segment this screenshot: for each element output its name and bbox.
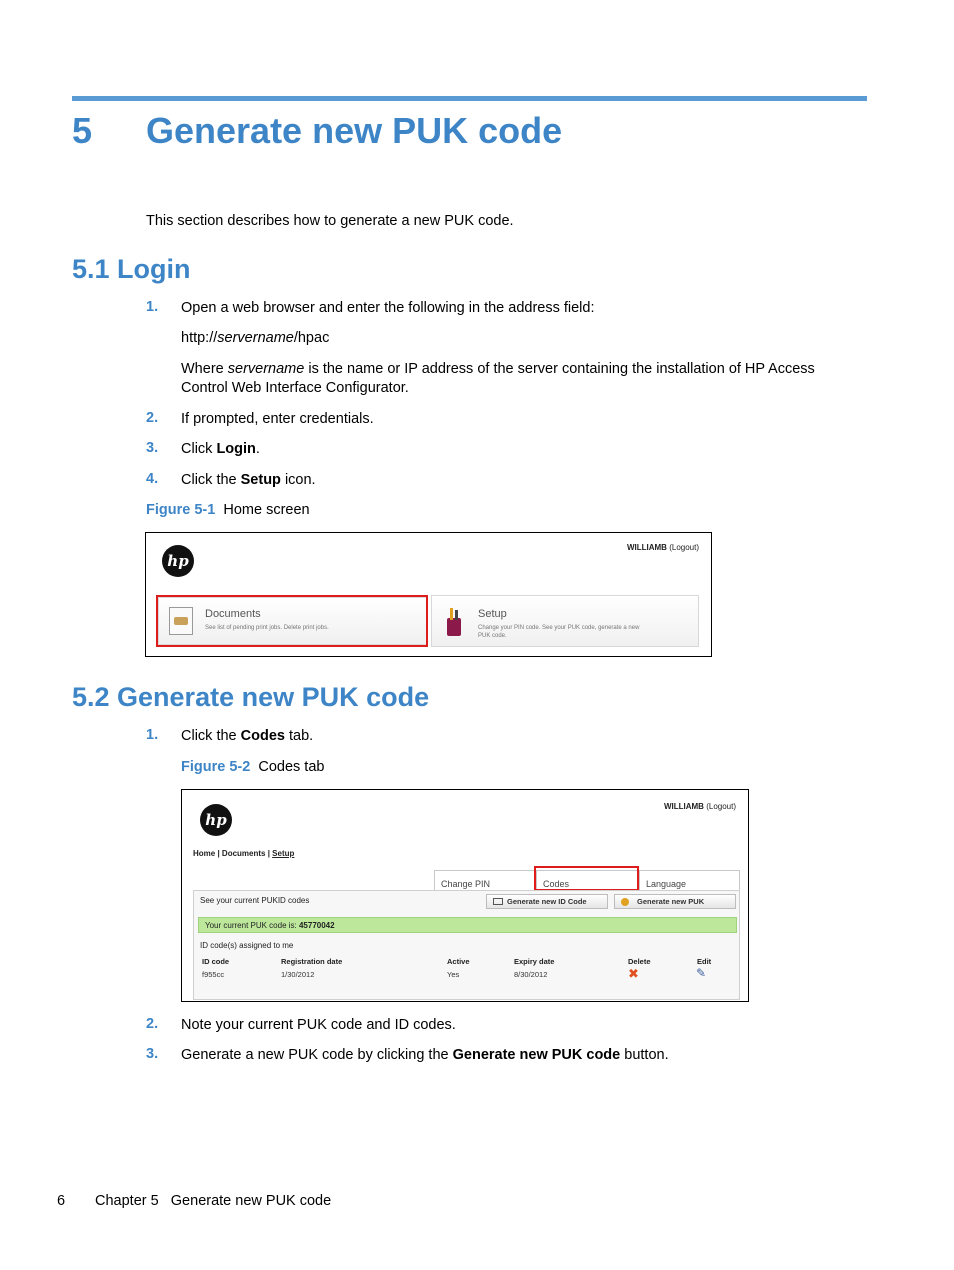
step-number: 3. <box>146 440 159 456</box>
codes-panel <box>193 890 740 1000</box>
table-cell: 8/30/2012 <box>514 970 548 979</box>
card-icon <box>493 898 503 905</box>
tile-title: Setup <box>478 608 507 620</box>
toolbar-text: See your current PUKID codes <box>200 896 310 905</box>
delete-icon[interactable]: ✖ <box>628 966 639 981</box>
nav-setup[interactable]: Setup <box>272 849 295 858</box>
step-text: If prompted, enter credentials. <box>181 411 374 427</box>
column-header: Delete <box>628 957 651 966</box>
figure-codes-tab <box>181 789 749 1002</box>
hp-logo: hp <box>200 804 232 836</box>
step-number: 2. <box>146 410 159 426</box>
table-cell: 1/30/2012 <box>281 970 315 979</box>
tile-title: Documents <box>205 608 261 620</box>
intro-text: This section describes how to generate a new PUK code. <box>146 213 514 229</box>
setup-tile[interactable] <box>431 595 699 647</box>
breadcrumb-nav: Home | Documents | Setup <box>193 849 295 858</box>
step-text: Click the Setup icon. <box>181 472 316 488</box>
nav-home[interactable]: Home <box>193 849 216 858</box>
chapter-number: 5 <box>72 110 93 151</box>
step-text: Note your current PUK code and ID codes. <box>181 1017 456 1033</box>
highlight-box <box>156 595 428 647</box>
tab-codes[interactable]: Codes <box>536 870 638 890</box>
logout-link[interactable]: (Logout) <box>706 802 736 811</box>
tab-change-pin[interactable]: Change PIN <box>434 870 536 890</box>
section-heading-generate: 5.2 Generate new PUK code <box>72 682 430 712</box>
step-text: Generate a new PUK code by clicking the Generate new PUK code button. <box>181 1047 669 1063</box>
edit-icon[interactable]: ✎ <box>696 966 707 980</box>
generate-id-button[interactable]: Generate new ID Code <box>486 894 608 909</box>
highlight-box <box>534 866 639 891</box>
column-header: Expiry date <box>514 957 555 966</box>
step-number: 1. <box>146 299 159 315</box>
puk-value: 45770042 <box>298 921 335 930</box>
column-header: ID code <box>202 957 230 966</box>
step-number: 3. <box>146 1046 159 1062</box>
chapter-rule <box>72 96 867 101</box>
step-number: 2. <box>146 1016 159 1032</box>
key-icon <box>621 898 629 906</box>
step-text: Click Login. <box>181 441 260 457</box>
tab-language[interactable]: Language <box>639 870 740 890</box>
tile-desc: See list of pending print jobs. Delete print jobs. <box>205 625 329 631</box>
table-cell: f955cc <box>202 970 225 979</box>
puk-status-bar: Your current PUK code is: 45770042 <box>198 917 737 933</box>
column-header: Registration date <box>281 957 343 966</box>
column-header: Active <box>447 957 470 966</box>
hp-logo: hp <box>162 545 194 577</box>
step-text: Click the Codes tab. <box>181 728 314 744</box>
setup-icon <box>444 608 464 636</box>
column-header: Edit <box>697 957 712 966</box>
footer-chapter: Chapter 5 Generate new PUK code <box>95 1193 332 1209</box>
chapter-title: Generate new PUK code <box>146 110 563 151</box>
assigned-label: ID code(s) assigned to me <box>200 941 294 950</box>
user-info: WILLIAMB (Logout) <box>626 543 699 552</box>
figure-home-screen <box>145 532 712 657</box>
where-text: Where servername is the name or IP address of the server containing the installation of HP Access Control Web Interface Configurator. <box>181 361 815 396</box>
user-info: WILLIAMB (Logout) <box>663 802 736 811</box>
logout-link[interactable]: (Logout) <box>669 543 699 552</box>
step-number: 4. <box>146 471 159 487</box>
page-number: 6 <box>57 1193 66 1209</box>
generate-puk-button[interactable]: Generate new PUK <box>614 894 736 909</box>
step-text: Open a web browser and enter the following in the address field: <box>181 300 595 316</box>
section-heading-login: 5.1 Login <box>72 254 191 284</box>
url-text: http://servername/hpac <box>181 330 330 346</box>
figure-caption: Figure 5-2 Codes tab <box>181 759 325 775</box>
tile-desc: Change your PIN code. See your PUK code, generate a new PUK code. <box>478 625 640 639</box>
nav-documents[interactable]: Documents <box>221 849 266 858</box>
table-cell: Yes <box>447 970 460 979</box>
figure-caption: Figure 5-1 Home screen <box>146 502 310 518</box>
step-number: 1. <box>146 727 159 743</box>
